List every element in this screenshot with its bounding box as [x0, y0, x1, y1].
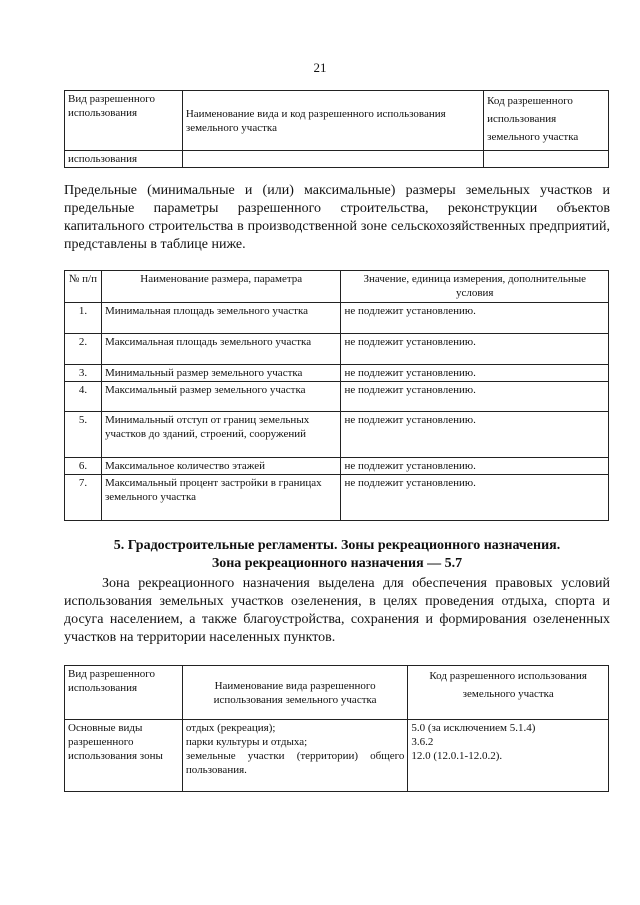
parameters-table — [64, 270, 609, 521]
use-names-cell — [182, 720, 408, 792]
row-parameter-name: Максимальное количество этажей — [101, 458, 341, 475]
table3-header-use-name: Наименование вида разрешенного использования земельного участка — [182, 666, 408, 720]
table1-header-use-type: Вид разрешенного использования — [65, 91, 183, 151]
table3-header-use-type: Вид разрешенного использования — [65, 666, 183, 720]
section-title-line-2: Зона рекреационного назначения — 5.7 — [211, 556, 463, 571]
parameters-intro-paragraph: Предельные (минимальные и (или) максимальные) размеры земельных участков и предельные параметры разрешенного строительства, реконструкции объектов капитального строительства в производственной зоне сельскохозяйственных предприятий, представлены в таблице ниже. — [64, 183, 610, 252]
row-parameter-value: не подлежит установлению. — [341, 475, 609, 521]
use-name-item: земельные участки (территории) общего пользования. — [185, 750, 405, 776]
row-parameter-name: Максимальная площадь земельного участка — [101, 334, 341, 365]
row-number: 1. — [65, 303, 102, 334]
row-number: 4. — [65, 382, 102, 412]
table-row — [65, 412, 609, 458]
row-parameter-value: не подлежит установлению. — [341, 458, 609, 475]
row-parameter-value: не подлежит установлению. — [341, 365, 609, 382]
use-code-item: 5.0 (за исключением 5.1.4) — [411, 722, 536, 734]
page-number: 21 — [313, 60, 327, 75]
row-number: 3. — [65, 365, 102, 382]
use-name-item: отдых (рекреация); — [185, 722, 276, 734]
land-use-table-continued — [64, 90, 609, 168]
table2-header-number: № п/п — [65, 271, 102, 303]
section-title — [64, 537, 610, 573]
row-number: 2. — [65, 334, 102, 365]
table-row — [65, 720, 609, 792]
table-row — [65, 382, 609, 412]
recreation-land-use-table — [64, 665, 609, 792]
row-parameter-name: Минимальный отступ от границ земельных участков до зданий, строений, сооружений — [101, 412, 341, 458]
table-row — [65, 334, 609, 365]
table3-header-use-code: Код разрешенного использования земельного участка — [408, 666, 609, 720]
row-parameter-value: не подлежит установлению. — [341, 382, 609, 412]
row-parameter-value: не подлежит установлению. — [341, 412, 609, 458]
row-parameter-name: Максимальный размер земельного участка — [101, 382, 341, 412]
use-codes-cell — [408, 720, 609, 792]
row-parameter-value: не подлежит установлению. — [341, 334, 609, 365]
row-number: 5. — [65, 412, 102, 458]
table1-header-use-name: Наименование вида и код разрешенного использования земельного участка — [182, 91, 483, 151]
recreation-zone-paragraph: Зона рекреационного назначения выделена для обеспечения правовых условий использования земельных участков озеленения, в целях проведения отдыха, спорта и досуга населением, а также благоустройства, сохранения и формирования озелененных участков на территории населенных пунктов. — [64, 576, 610, 645]
table-row — [65, 458, 609, 475]
table1-empty-cell — [182, 151, 483, 168]
row-parameter-name: Минимальная площадь земельного участка — [101, 303, 341, 334]
row-parameter-name: Минимальный размер земельного участка — [101, 365, 341, 382]
row-parameter-name: Максимальный процент застройки в границах земельного участка — [101, 475, 341, 521]
use-code-item: 3.6.2 — [411, 736, 434, 748]
use-name-item: парки культуры и отдыха; — [185, 736, 308, 748]
table-row — [65, 365, 609, 382]
row-number: 7. — [65, 475, 102, 521]
table-row — [65, 475, 609, 521]
table1-empty-cell — [484, 151, 609, 168]
table2-header-name: Наименование размера, параметра — [101, 271, 341, 303]
table1-continued-cell: использования — [65, 151, 183, 168]
table1-header-use-code: Код разрешенного использования земельного участка — [484, 91, 609, 151]
table2-header-value: Значение, единица измерения, дополнительные условия — [341, 271, 609, 303]
row-number: 6. — [65, 458, 102, 475]
row-parameter-value: не подлежит установлению. — [341, 303, 609, 334]
main-use-types-cell: Основные виды разрешенного использования зоны — [65, 720, 183, 792]
table-row — [65, 303, 609, 334]
section-title-line-1: 5. Градостроительные регламенты. Зоны рекреационного назначения. — [113, 538, 561, 553]
use-code-item: 12.0 (12.0.1-12.0.2). — [411, 750, 503, 762]
